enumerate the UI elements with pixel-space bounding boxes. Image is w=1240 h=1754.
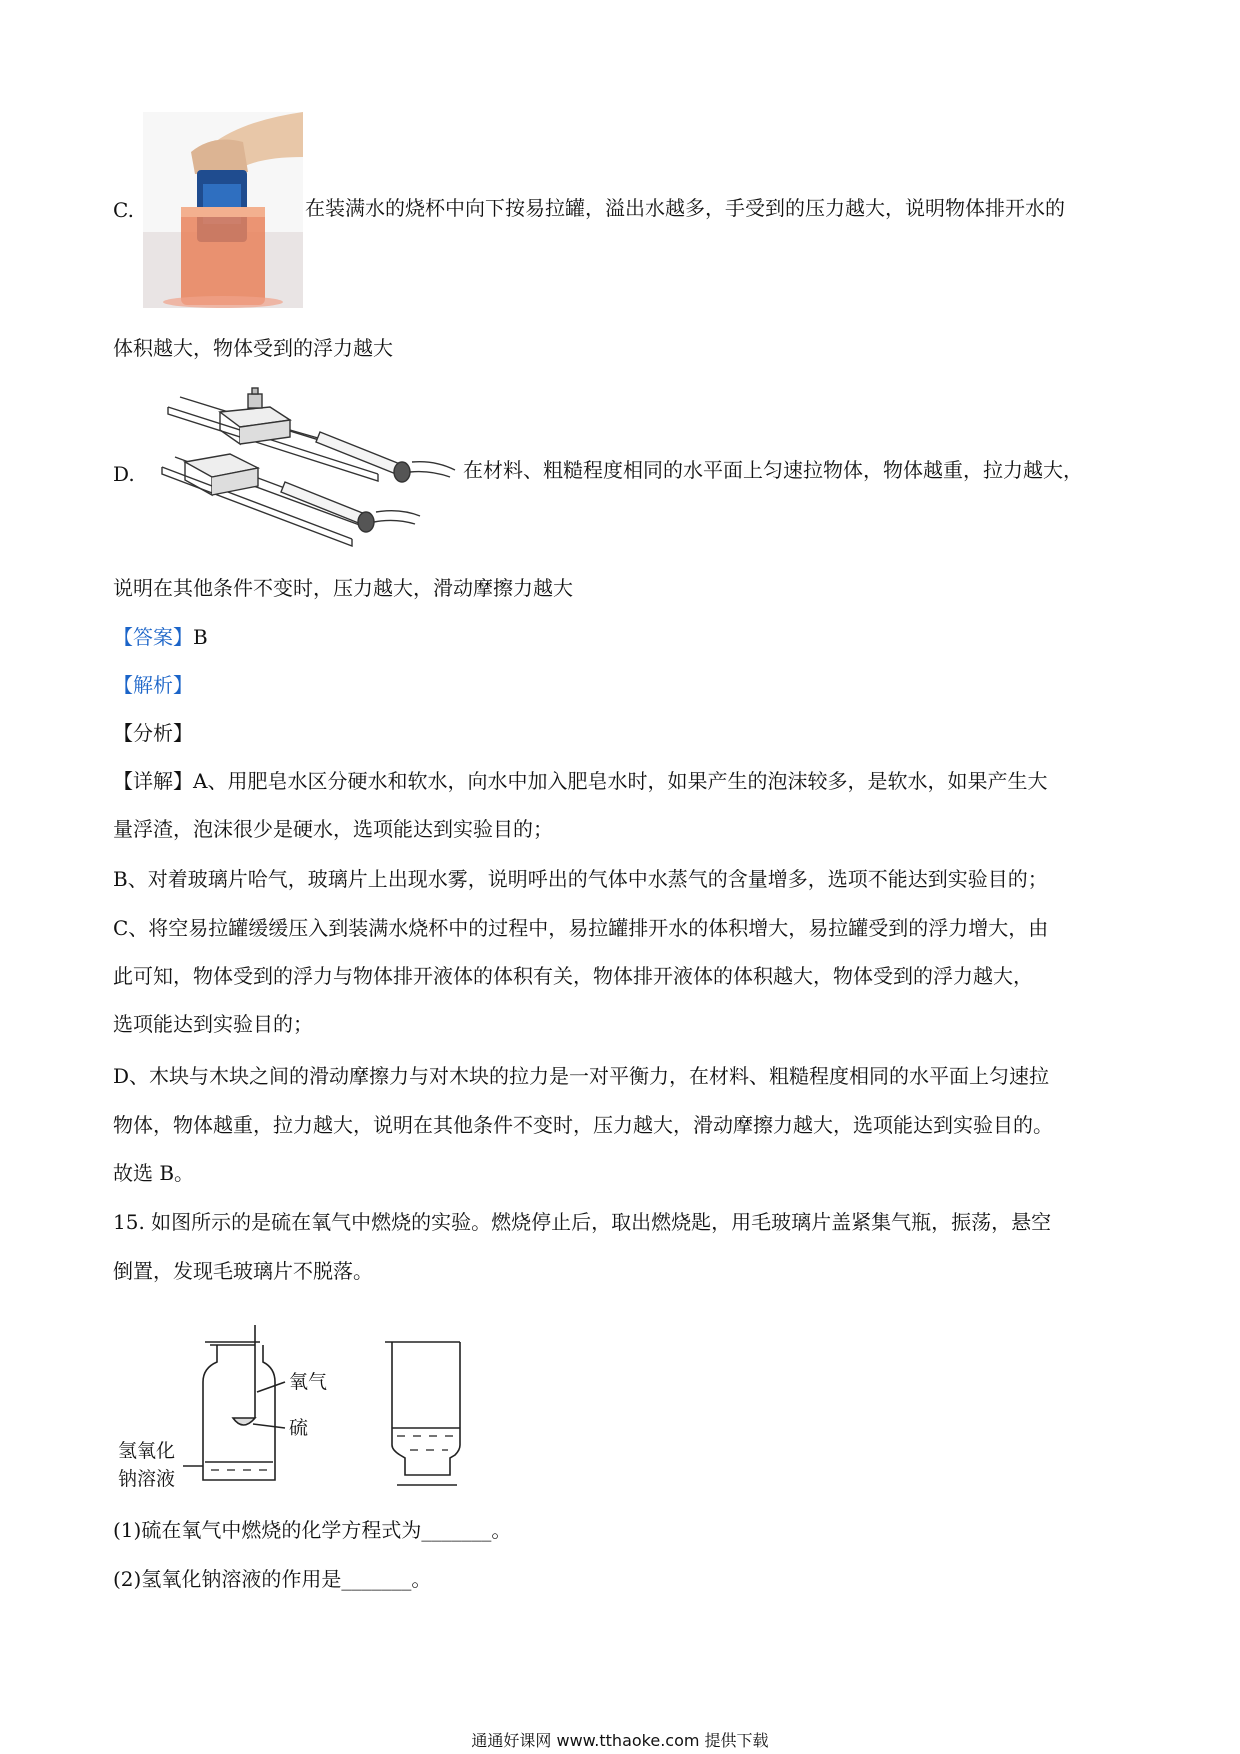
label-naoh-line1: 氢氧化 xyxy=(118,1440,176,1462)
answer-tag: 【答案】 xyxy=(113,625,193,649)
detail-tag: 【详解】 xyxy=(113,769,193,793)
option-c-text-line2: 体积越大，物体受到的浮力越大 xyxy=(113,336,393,360)
option-c-text-line1: 在装满水的烧杯中向下按易拉罐，溢出水越多，手受到的压力越大，说明物体排开水的 xyxy=(305,196,1065,220)
label-naoh-line2: 钠溶液 xyxy=(118,1468,176,1490)
detail-line-5: 此可知，物体受到的浮力与物体排开液体的体积有关，物体排开液体的体积越大，物体受到的浮力越大， xyxy=(113,964,1033,988)
detail-line-3: B、对着玻璃片哈气，玻璃片上出现水雾，说明呼出的气体中水蒸气的含量增多，选项不能达到实验目的； xyxy=(113,867,1048,891)
detail-line-4: C、将空易拉罐缓缓压入到装满水烧杯中的过程中，易拉罐排开水的体积增大，易拉罐受到的浮力增大，由 xyxy=(113,916,1049,940)
q15-sub1: (1)硫在氧气中燃烧的化学方程式为_______。 xyxy=(113,1518,512,1542)
q15-stem-line2: 倒置，发现毛玻璃片不脱落。 xyxy=(113,1259,373,1283)
detail-line-2: 量浮渣，泡沫很少是硬水，选项能达到实验目的； xyxy=(113,817,553,841)
option-d-text-line1: 在材料、粗糙程度相同的水平面上匀速拉物体，物体越重，拉力越大， xyxy=(463,458,1083,482)
option-d-text-line2: 说明在其他条件不变时，压力越大，滑动摩擦力越大 xyxy=(113,576,573,600)
detail-text-1: A、用肥皂水区分硬水和软水，向水中加入肥皂水时，如果产生的泡沫较多，是软水，如果产生大 xyxy=(193,769,1048,793)
detail-line-1 xyxy=(113,766,1047,796)
fenxi-tag: 【分析】 xyxy=(113,721,193,745)
q15-stem-line1: 15. 如图所示的是硫在氧气中燃烧的实验。燃烧停止后，取出燃烧匙，用毛玻璃片盖紧集气瓶，振荡，悬空 xyxy=(113,1210,1052,1234)
analysis-tag: 【解析】 xyxy=(113,673,193,697)
q15-sub2: (2)氢氧化钠溶液的作用是_______。 xyxy=(113,1567,432,1591)
option-d-label: D. xyxy=(113,462,135,486)
detail-line-6: 选项能达到实验目的； xyxy=(113,1012,313,1036)
option-c-label: C. xyxy=(113,198,134,222)
detail-line-7: D、木块与木块之间的滑动摩擦力与对木块的拉力是一对平衡力，在材料、粗糙程度相同的水平面上匀速拉 xyxy=(113,1064,1050,1088)
can-in-beaker-photo xyxy=(143,112,303,308)
answer-line xyxy=(113,622,208,652)
page-footer: 通通好课网 www.tthaoke.com 提供下载 xyxy=(471,1731,769,1750)
label-sulfur: 硫 xyxy=(289,1417,309,1439)
detail-line-9: 故选 B。 xyxy=(113,1161,195,1185)
answer-value: B xyxy=(193,625,208,649)
label-oxygen: 氧气 xyxy=(289,1371,328,1393)
friction-experiment-figure xyxy=(150,382,460,552)
detail-line-8: 物体，物体越重，拉力越大，说明在其他条件不变时，压力越大，滑动摩擦力越大，选项能达到实验目的。 xyxy=(113,1113,1053,1137)
